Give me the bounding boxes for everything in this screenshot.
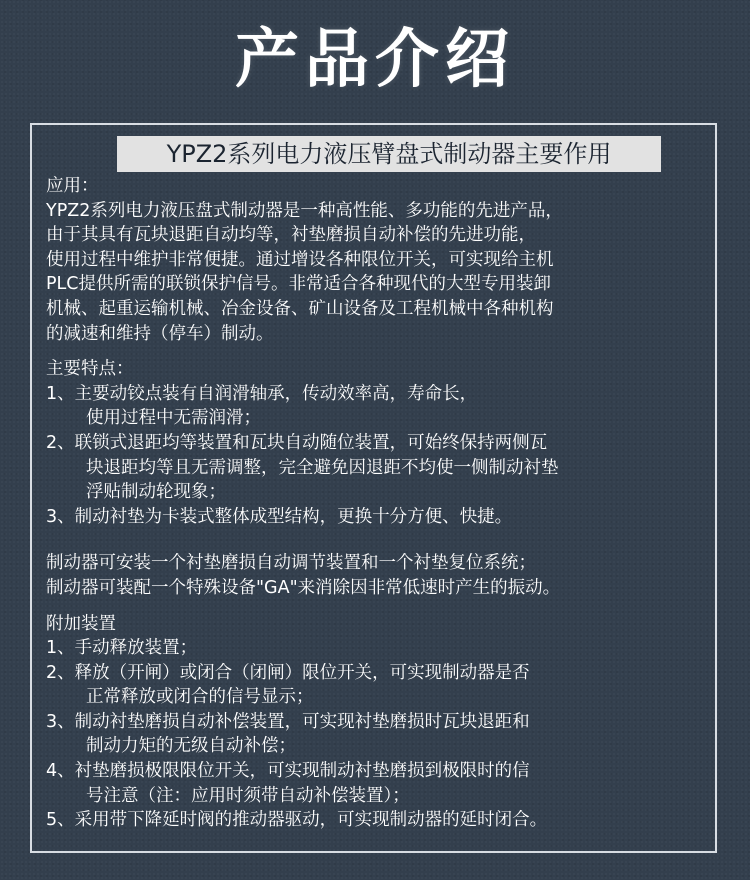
accessory-item-3: 3、制动衬垫磨损自动补偿装置，可实现衬垫磨损时瓦块退距和 (46, 711, 530, 732)
accessory-item-4-cont: 号注意（注：应用时须带自动补偿装置）； (86, 785, 410, 806)
feature-item-2-cont: 浮贴制动轮现象； (86, 482, 226, 503)
application-line: 机械、起重运输机械、冶金设备、矿山设备及工程机械中各种机构 (46, 298, 554, 319)
accessory-item-4: 4、衬垫磨损极限限位开关，可实现制动衬垫磨损到极限时的信 (46, 761, 530, 782)
features-label: 主要特点： (46, 359, 134, 380)
feature-item-2-cont: 块退距均等且无需调整，完全避免因退距不均使一侧制动衬垫 (86, 457, 559, 478)
application-line: PLC提供所需的联锁保护信号。非常适合各种现代的大型专用装卸 (46, 274, 552, 295)
note-line: 制动器可安装一个衬垫磨损自动调节装置和一个衬垫复位系统； (46, 553, 536, 574)
section-heading: YPZ2系列电力液压臂盘式制动器主要作用 (117, 136, 661, 172)
application-line: YPZ2系列电力液压盘式制动器是一种高性能、多功能的先进产品， (46, 200, 563, 221)
application-line: 的减速和维持（停车）制动。 (46, 323, 274, 344)
feature-item-1: 1、主要动铰点装有自润滑轴承，传动效率高，寿命长， (46, 383, 478, 404)
accessory-item-3-cont: 制动力矩的无级自动补偿； (86, 736, 296, 757)
accessory-item-5: 5、采用带下降延时阀的推动器驱动，可实现制动器的延时闭合。 (46, 810, 548, 831)
page-title: 产品介绍 (235, 23, 515, 97)
feature-item-1-cont: 使用过程中无需润滑； (86, 408, 261, 429)
accessory-item-2-cont: 正常释放或闭合的信号显示； (86, 687, 314, 708)
feature-item-3: 3、制动衬垫为卡装式整体成型结构，更换十分方便、快捷。 (46, 506, 513, 527)
application-line: 使用过程中维护非常便捷。通过增设各种限位开关，可实现给主机 (46, 249, 554, 270)
feature-item-2: 2、联锁式退距均等装置和瓦块自动随位装置，可始终保持两侧瓦 (46, 432, 548, 453)
accessories-label: 附加装置 (46, 613, 116, 634)
accessory-item-1: 1、手动释放装置； (46, 638, 198, 659)
accessory-item-2: 2、释放（开闸）或闭合（闭闸）限位开关，可实现制动器是否 (46, 662, 530, 683)
application-line: 由于其具有瓦块退距自动均等，衬垫磨损自动补偿的先进功能， (46, 225, 536, 246)
application-label: 应用： (46, 176, 99, 196)
note-line: 制动器可装配一个特殊设备"GA"来消除因非常低速时产生的振动。 (46, 577, 561, 598)
content-body (46, 174, 712, 833)
